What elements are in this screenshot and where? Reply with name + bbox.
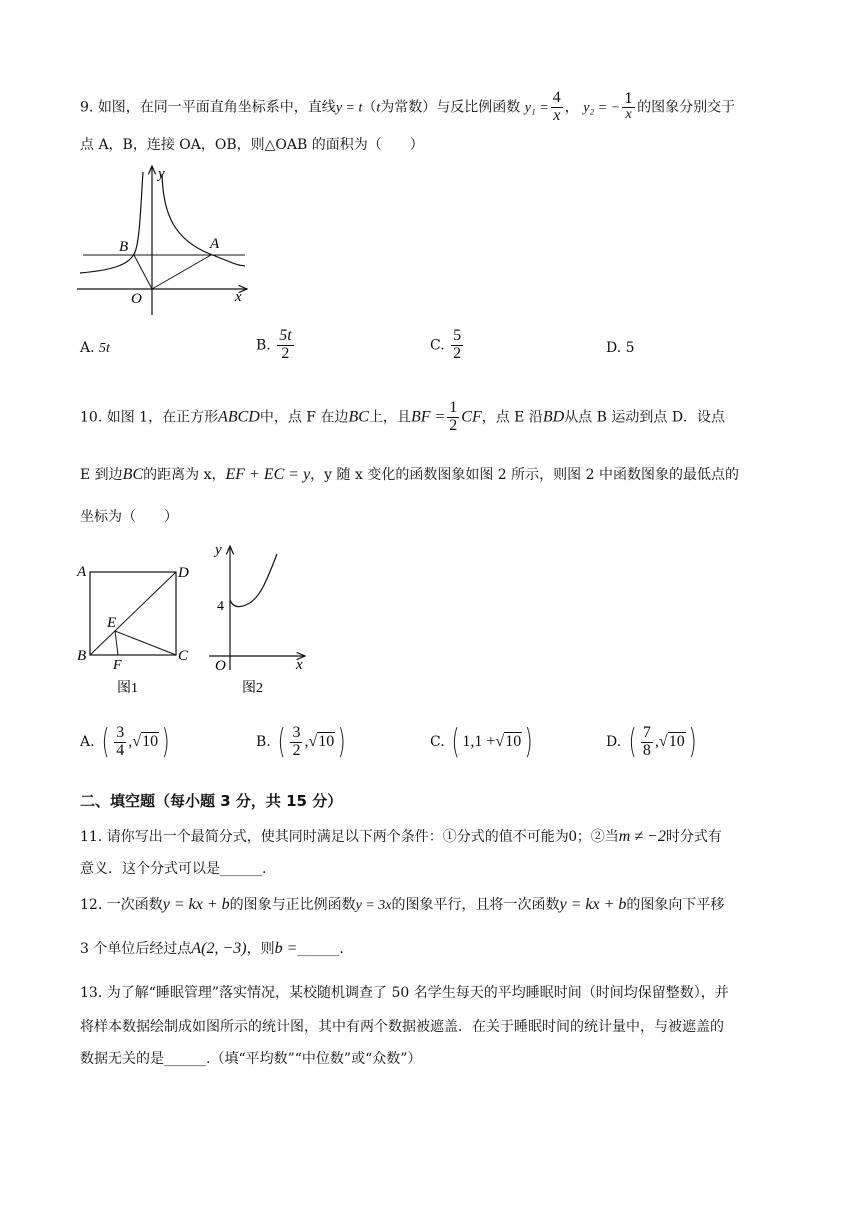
origin-label: O bbox=[215, 658, 226, 674]
q9-line2: 点 A，B，连接 OA，OB，则△OAB 的面积为（ ） bbox=[80, 137, 424, 153]
curve-y2 bbox=[80, 172, 143, 273]
segment-oa bbox=[152, 255, 211, 289]
x-label: x bbox=[296, 657, 303, 673]
q11-number: 11. bbox=[80, 829, 103, 845]
x-label: x bbox=[235, 289, 242, 305]
q13-line1: 13. 为了解“睡眠管理”落实情况，某校随机调查了 50 名学生每天的平均睡眠时间（时间均保留整数），并 bbox=[80, 985, 729, 1001]
label-b: B bbox=[77, 648, 87, 664]
segment-ob bbox=[134, 255, 152, 289]
q9-y2-fraction: $\frac{1}{x}$ bbox=[624, 91, 634, 122]
y-label: y bbox=[158, 166, 165, 182]
q10-option-a[interactable]: A. ( $\frac{3}{4}$ ,√10 ) bbox=[80, 722, 170, 762]
figure1-caption: 图1 bbox=[117, 681, 138, 696]
q10-line3: 坐标为（ ） bbox=[80, 509, 178, 525]
point-b-label: B bbox=[119, 239, 129, 255]
q10-number: 10. bbox=[80, 409, 103, 426]
point-a-label: A bbox=[210, 236, 220, 252]
q11-line2: 意义．这个分式可以是______. bbox=[80, 861, 267, 877]
q9-y1-fraction: $\frac{4}{x}$ bbox=[552, 89, 561, 124]
q10-figure2 bbox=[205, 540, 315, 700]
q10-option-b[interactable]: B. ( $\frac{3}{2}$ ,√10 ) bbox=[256, 722, 346, 762]
q10-option-d[interactable]: D. ( $\frac{7}{8}$ ,√10 ) bbox=[606, 722, 697, 762]
y-label: y bbox=[215, 542, 222, 558]
label-c: C bbox=[178, 648, 189, 664]
curve-y1 bbox=[162, 174, 245, 266]
q9-option-a[interactable]: A. 5t bbox=[80, 340, 110, 356]
function-curve bbox=[230, 554, 277, 607]
q10-line2: E 到边BC的距离为 x，EF + EC = y，y 随 x 变化的函数图象如图 2 所示，则图 2 中函数图象的最低点的 bbox=[80, 466, 739, 483]
q10-option-c[interactable]: C. ( 1,1 +√10 ) bbox=[430, 722, 533, 762]
q9-line1: 9. 如图，在同一平面直角坐标系中，直线y = t（t为常数）与反比例函数 y₁ = $\frac{4}{x}$ ， y₂ = − $\frac{1}{x}$ 的图象分别交于 bbox=[80, 89, 736, 124]
q12-line2: 3 个单位后经过点A(2, −3)，则b =______. bbox=[80, 940, 344, 957]
q9-number: 9. bbox=[80, 99, 94, 116]
diagonal-bd bbox=[90, 572, 176, 655]
label-e: E bbox=[107, 615, 117, 631]
segment-ef bbox=[115, 631, 118, 655]
q12-line1: 12. 一次函数y = kx + b的图象与正比例函数y = 3x的图象平行，且将一次函数y = kx + b的图象向下平移 bbox=[80, 896, 725, 913]
label-f: F bbox=[113, 658, 122, 673]
y-intercept-label: 4 bbox=[217, 599, 224, 614]
q13-line2: 将样本数据绘制成如图所示的统计图，其中有两个数据被遮盖．在关于睡眠时间的统计量中，与被遮盖的 bbox=[80, 1019, 724, 1035]
q12-number: 12. bbox=[80, 897, 103, 913]
q9-option-b[interactable]: B. $\frac{5t}{2}$ bbox=[256, 327, 292, 362]
label-d: D bbox=[178, 565, 189, 581]
q13-number: 13. bbox=[80, 985, 103, 1001]
q9-option-d[interactable]: D. 5 bbox=[606, 340, 635, 356]
q9-option-c[interactable]: C. $\frac{5}{2}$ bbox=[430, 327, 462, 362]
q10-figure1 bbox=[75, 558, 205, 700]
figure2-caption: 图2 bbox=[242, 681, 263, 696]
q9-figure bbox=[75, 160, 255, 320]
q10-line1: 10. 如图 1，在正方形ABCD中，点 F 在边BC上，且BF = $\frac{1}{2}$ CF，点 E 沿BD从点 B 运动到点 D．设点 bbox=[80, 399, 726, 434]
q13-line3: 数据无关的是______.（填“平均数”“中位数”或“众数”） bbox=[80, 1051, 422, 1067]
q11-line1: 11. 请你写出一个最简分式，使其同时满足以下两个条件：①分式的值不可能为0；②当m ≠ −2时分式有 bbox=[80, 828, 722, 845]
label-a: A bbox=[77, 564, 87, 580]
section2-heading: 二、填空题（每小题 3 分，共 15 分） bbox=[80, 792, 343, 810]
origin-label: O bbox=[131, 291, 142, 307]
segment-ec bbox=[115, 631, 176, 655]
